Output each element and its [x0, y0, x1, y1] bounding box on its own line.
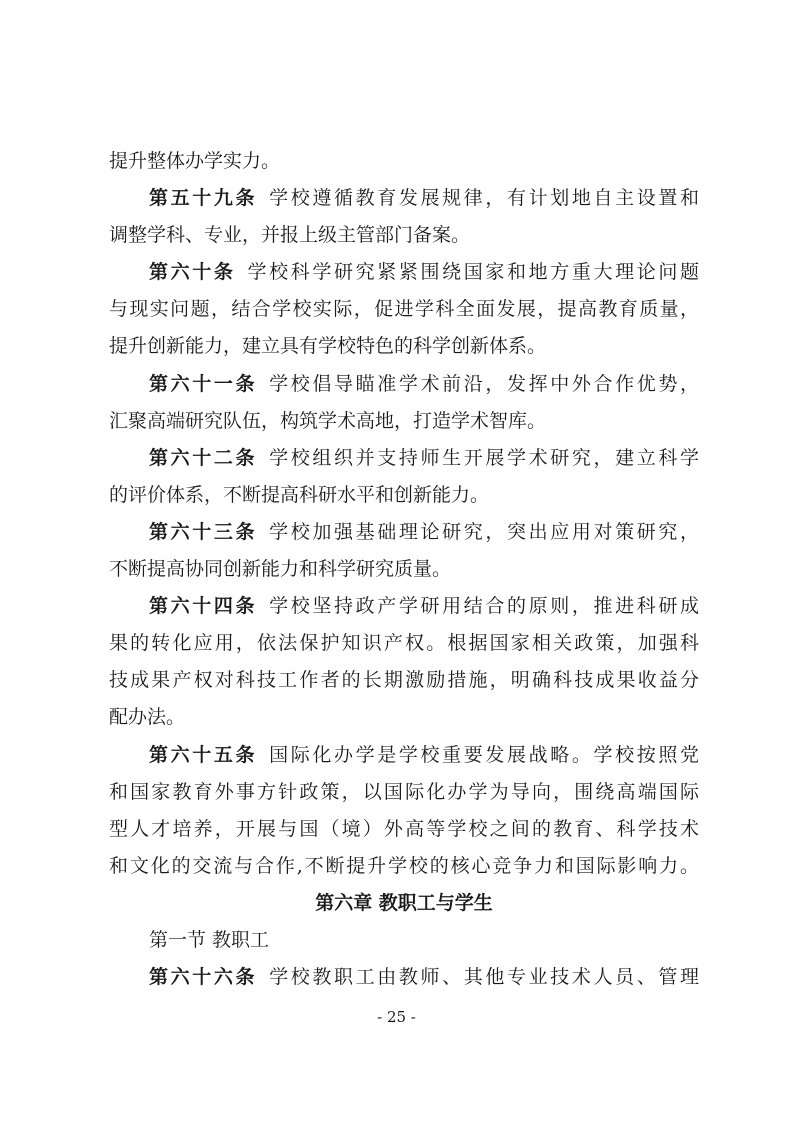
- article-text: 国际化办学是学校重要发展战略。学校按照党: [269, 743, 699, 766]
- article-number: 第五十九条: [149, 187, 258, 210]
- article-number: 第六十五条: [149, 743, 258, 766]
- article-63: [109, 514, 699, 551]
- article-61: [109, 366, 699, 403]
- text-line: 调整学科、专业，并报上级主管部门备案。: [109, 224, 471, 247]
- article-60: [109, 254, 699, 291]
- article-text: 学校遵循教育发展规律，有计划地自主设置和: [269, 187, 699, 210]
- article-number: 第六十三条: [149, 520, 258, 543]
- article-number: 第六十一条: [149, 372, 258, 395]
- text-line: 配办法。: [109, 706, 186, 729]
- text-line: 和国家教育外事方针政策，以国际化办学为导向，围绕高端国际: [109, 780, 699, 803]
- article-text: 学校坚持政产学研用结合的原则，推进科研成: [269, 595, 699, 618]
- text-line: 汇聚高端研究队伍，构筑学术高地，打造学术智库。: [109, 409, 547, 432]
- article-66: [109, 959, 699, 996]
- chapter-heading: 第六章 教职工与学生: [315, 891, 493, 914]
- article-text: 学校加强基础理论研究，突出应用对策研究，: [269, 520, 699, 543]
- text-line: 提升创新能力，建立具有学校特色的科学创新体系。: [109, 335, 547, 358]
- article-number: 第六十条: [149, 261, 236, 284]
- text-line: 果的转化应用，依法保护知识产权。根据国家相关政策，加强科: [109, 632, 699, 655]
- text-line: 和文化的交流与合作,不断提升学校的核心竞争力和国际影响力。: [109, 854, 699, 877]
- text-line: 提升整体办学实力。: [109, 150, 281, 172]
- article-64: [109, 588, 699, 625]
- text-line: 的评价体系，不断提高科研水平和创新能力。: [109, 483, 490, 506]
- text-line: 型人才培养，开展与国（境）外高等学校之间的教育、科学技术: [109, 817, 699, 840]
- text-line: 与现实问题，结合学校实际，促进学科全面发展，提高教育质量，: [109, 298, 699, 321]
- article-text: 学校组织并支持师生开展学术研究，建立科学: [269, 446, 699, 469]
- article-59: [109, 180, 699, 217]
- page-number: - 25 -: [377, 1008, 416, 1026]
- article-number: 第六十六条: [149, 966, 258, 989]
- text-line: 不断提高协同创新能力和科学研究质量。: [109, 558, 452, 581]
- page-body: [109, 143, 699, 996]
- article-number: 第六十四条: [149, 595, 258, 618]
- text-line: 技成果产权对科技工作者的长期激励措施，明确科技成果收益分: [109, 669, 699, 692]
- article-62: [109, 440, 699, 477]
- article-text: 学校科学研究紧紧围绕国家和地方重大理论问题: [247, 261, 699, 284]
- article-text: 学校教职工由教师、其他专业技术人员、管理: [269, 966, 699, 989]
- article-65: [109, 737, 699, 774]
- section-heading: 第一节 教职工: [149, 928, 270, 951]
- article-number: 第六十二条: [149, 446, 258, 469]
- article-text: 学校倡导瞄准学术前沿，发挥中外合作优势，: [269, 372, 699, 395]
